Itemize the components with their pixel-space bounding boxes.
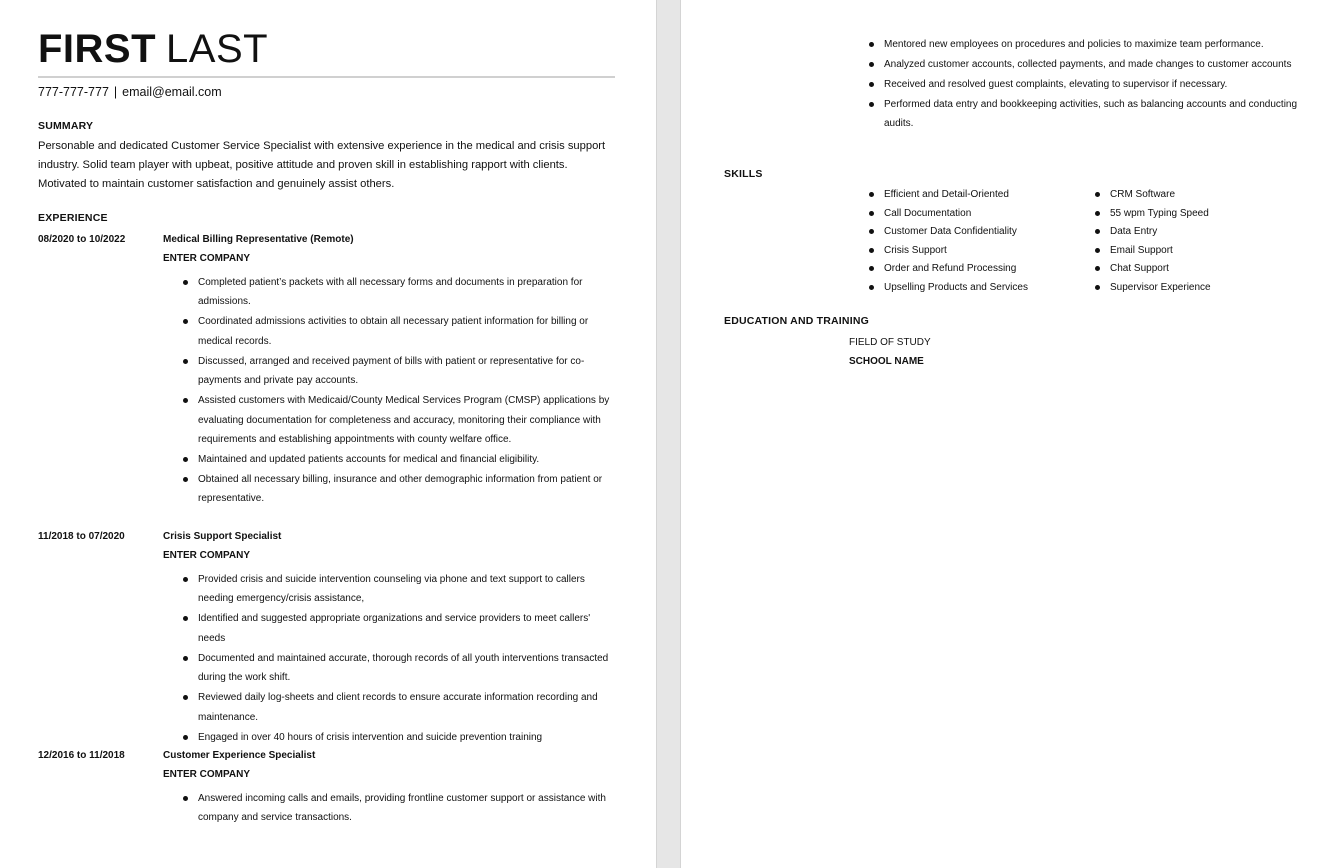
- skill-item: CRM Software: [1092, 185, 1312, 204]
- job-bullet: Coordinated admissions activities to obtain all necessary patient information for billing or medical records.: [180, 312, 618, 351]
- contact-separator: |: [113, 85, 118, 99]
- job-bullet: Mentored new employees on procedures and policies to maximize team performance.: [866, 35, 1306, 54]
- job-bullet: Received and resolved guest complaints, elevating to supervisor if necessary.: [866, 75, 1306, 94]
- skill-item: 55 wpm Typing Speed: [1092, 204, 1312, 223]
- name-divider: [38, 76, 615, 78]
- job-bullet: Identified and suggested appropriate organizations and service providers to meet callers' needs: [180, 609, 618, 648]
- job-bullet: Maintained and updated patients accounts for medical and financial eligibility.: [180, 450, 618, 469]
- skill-item: Upselling Products and Services: [866, 278, 1086, 297]
- job-bullet: Documented and maintained accurate, thorough records of all youth interventions transacted during the work shift.: [180, 649, 618, 688]
- phone-number: 777-777-777: [38, 85, 109, 99]
- job-dates: 11/2018 to 07/2020: [38, 531, 125, 542]
- resume-page-1: [0, 0, 657, 868]
- skills-heading: SKILLS: [724, 168, 763, 180]
- job-bullet: Analyzed customer accounts, collected payments, and made changes to customer accounts: [866, 55, 1306, 74]
- first-name: FIRST: [38, 27, 157, 71]
- skill-item: Call Documentation: [866, 204, 1086, 223]
- skill-item: Crisis Support: [866, 241, 1086, 260]
- resume-page-2: [680, 0, 1334, 868]
- contact-line: [38, 85, 222, 99]
- skill-item: Chat Support: [1092, 259, 1312, 278]
- job-title: Customer Experience Specialist: [163, 750, 316, 761]
- job-bullet: Answered incoming calls and emails, providing frontline customer support or assistance with company and service transactions.: [180, 789, 618, 828]
- education-heading: EDUCATION AND TRAINING: [724, 315, 869, 327]
- job-bullet: Completed patient’s packets with all necessary forms and documents in preparation for admissions.: [180, 273, 618, 312]
- job-bullet: Performed data entry and bookkeeping activities, such as balancing accounts and conducting audits.: [866, 95, 1306, 134]
- job-company: ENTER COMPANY: [163, 550, 251, 561]
- job-dates: 08/2020 to 10/2022: [38, 234, 126, 245]
- job-bullets: [180, 570, 618, 748]
- job-bullets: [180, 789, 618, 828]
- job-company: ENTER COMPANY: [163, 253, 251, 264]
- skill-item: Email Support: [1092, 241, 1312, 260]
- experience-heading: EXPERIENCE: [38, 212, 108, 224]
- job-company: ENTER COMPANY: [163, 769, 251, 780]
- job-bullet: Provided crisis and suicide intervention counseling via phone and text support to callers needing emergency/crisis assistance,: [180, 570, 618, 609]
- skill-item: Efficient and Detail-Oriented: [866, 185, 1086, 204]
- last-name: LAST: [166, 27, 269, 71]
- summary-text: Personable and dedicated Customer Service Specialist with extensive experience in the medical and crisis support industry. Solid team player with upbeat, positive attitude and proven skill in establishing rapport with clients. Motivated to maintain customer satisfaction and genuinely assist others.: [38, 140, 606, 191]
- field-of-study: FIELD OF STUDY: [849, 337, 931, 348]
- job-bullet: Reviewed daily log-sheets and client records to ensure accurate information recording and maintenance.: [180, 688, 618, 727]
- job-bullets: [180, 273, 618, 509]
- email-address: email@email.com: [122, 85, 222, 99]
- job-title: Medical Billing Representative (Remote): [163, 234, 354, 245]
- skills-column-2: [1092, 185, 1312, 296]
- job-bullets-continued: [866, 35, 1306, 134]
- skill-item: Customer Data Confidentiality: [866, 222, 1086, 241]
- job-bullet: Discussed, arranged and received payment of bills with patient or representative for co-payments and private pay accounts.: [180, 352, 618, 391]
- job-bullet: Obtained all necessary billing, insurance and other demographic information from patient or representative.: [180, 470, 618, 509]
- skill-item: Order and Refund Processing: [866, 259, 1086, 278]
- job-bullet: Engaged in over 40 hours of crisis intervention and suicide prevention training: [180, 728, 618, 747]
- job-title: Crisis Support Specialist: [163, 531, 282, 542]
- job-bullet: Assisted customers with Medicaid/County Medical Services Program (CMSP) applications by evaluating documentation for completeness and accuracy, monitoring their compliance with requirements and establishing appointments with county welfare office.: [180, 391, 618, 449]
- school-name: SCHOOL NAME: [849, 356, 924, 367]
- summary-heading: SUMMARY: [38, 120, 94, 132]
- skill-item: Data Entry: [1092, 222, 1312, 241]
- job-dates: 12/2016 to 11/2018: [38, 750, 125, 761]
- skill-item: Supervisor Experience: [1092, 278, 1312, 297]
- candidate-name: [38, 27, 268, 71]
- skills-column-1: [866, 185, 1086, 296]
